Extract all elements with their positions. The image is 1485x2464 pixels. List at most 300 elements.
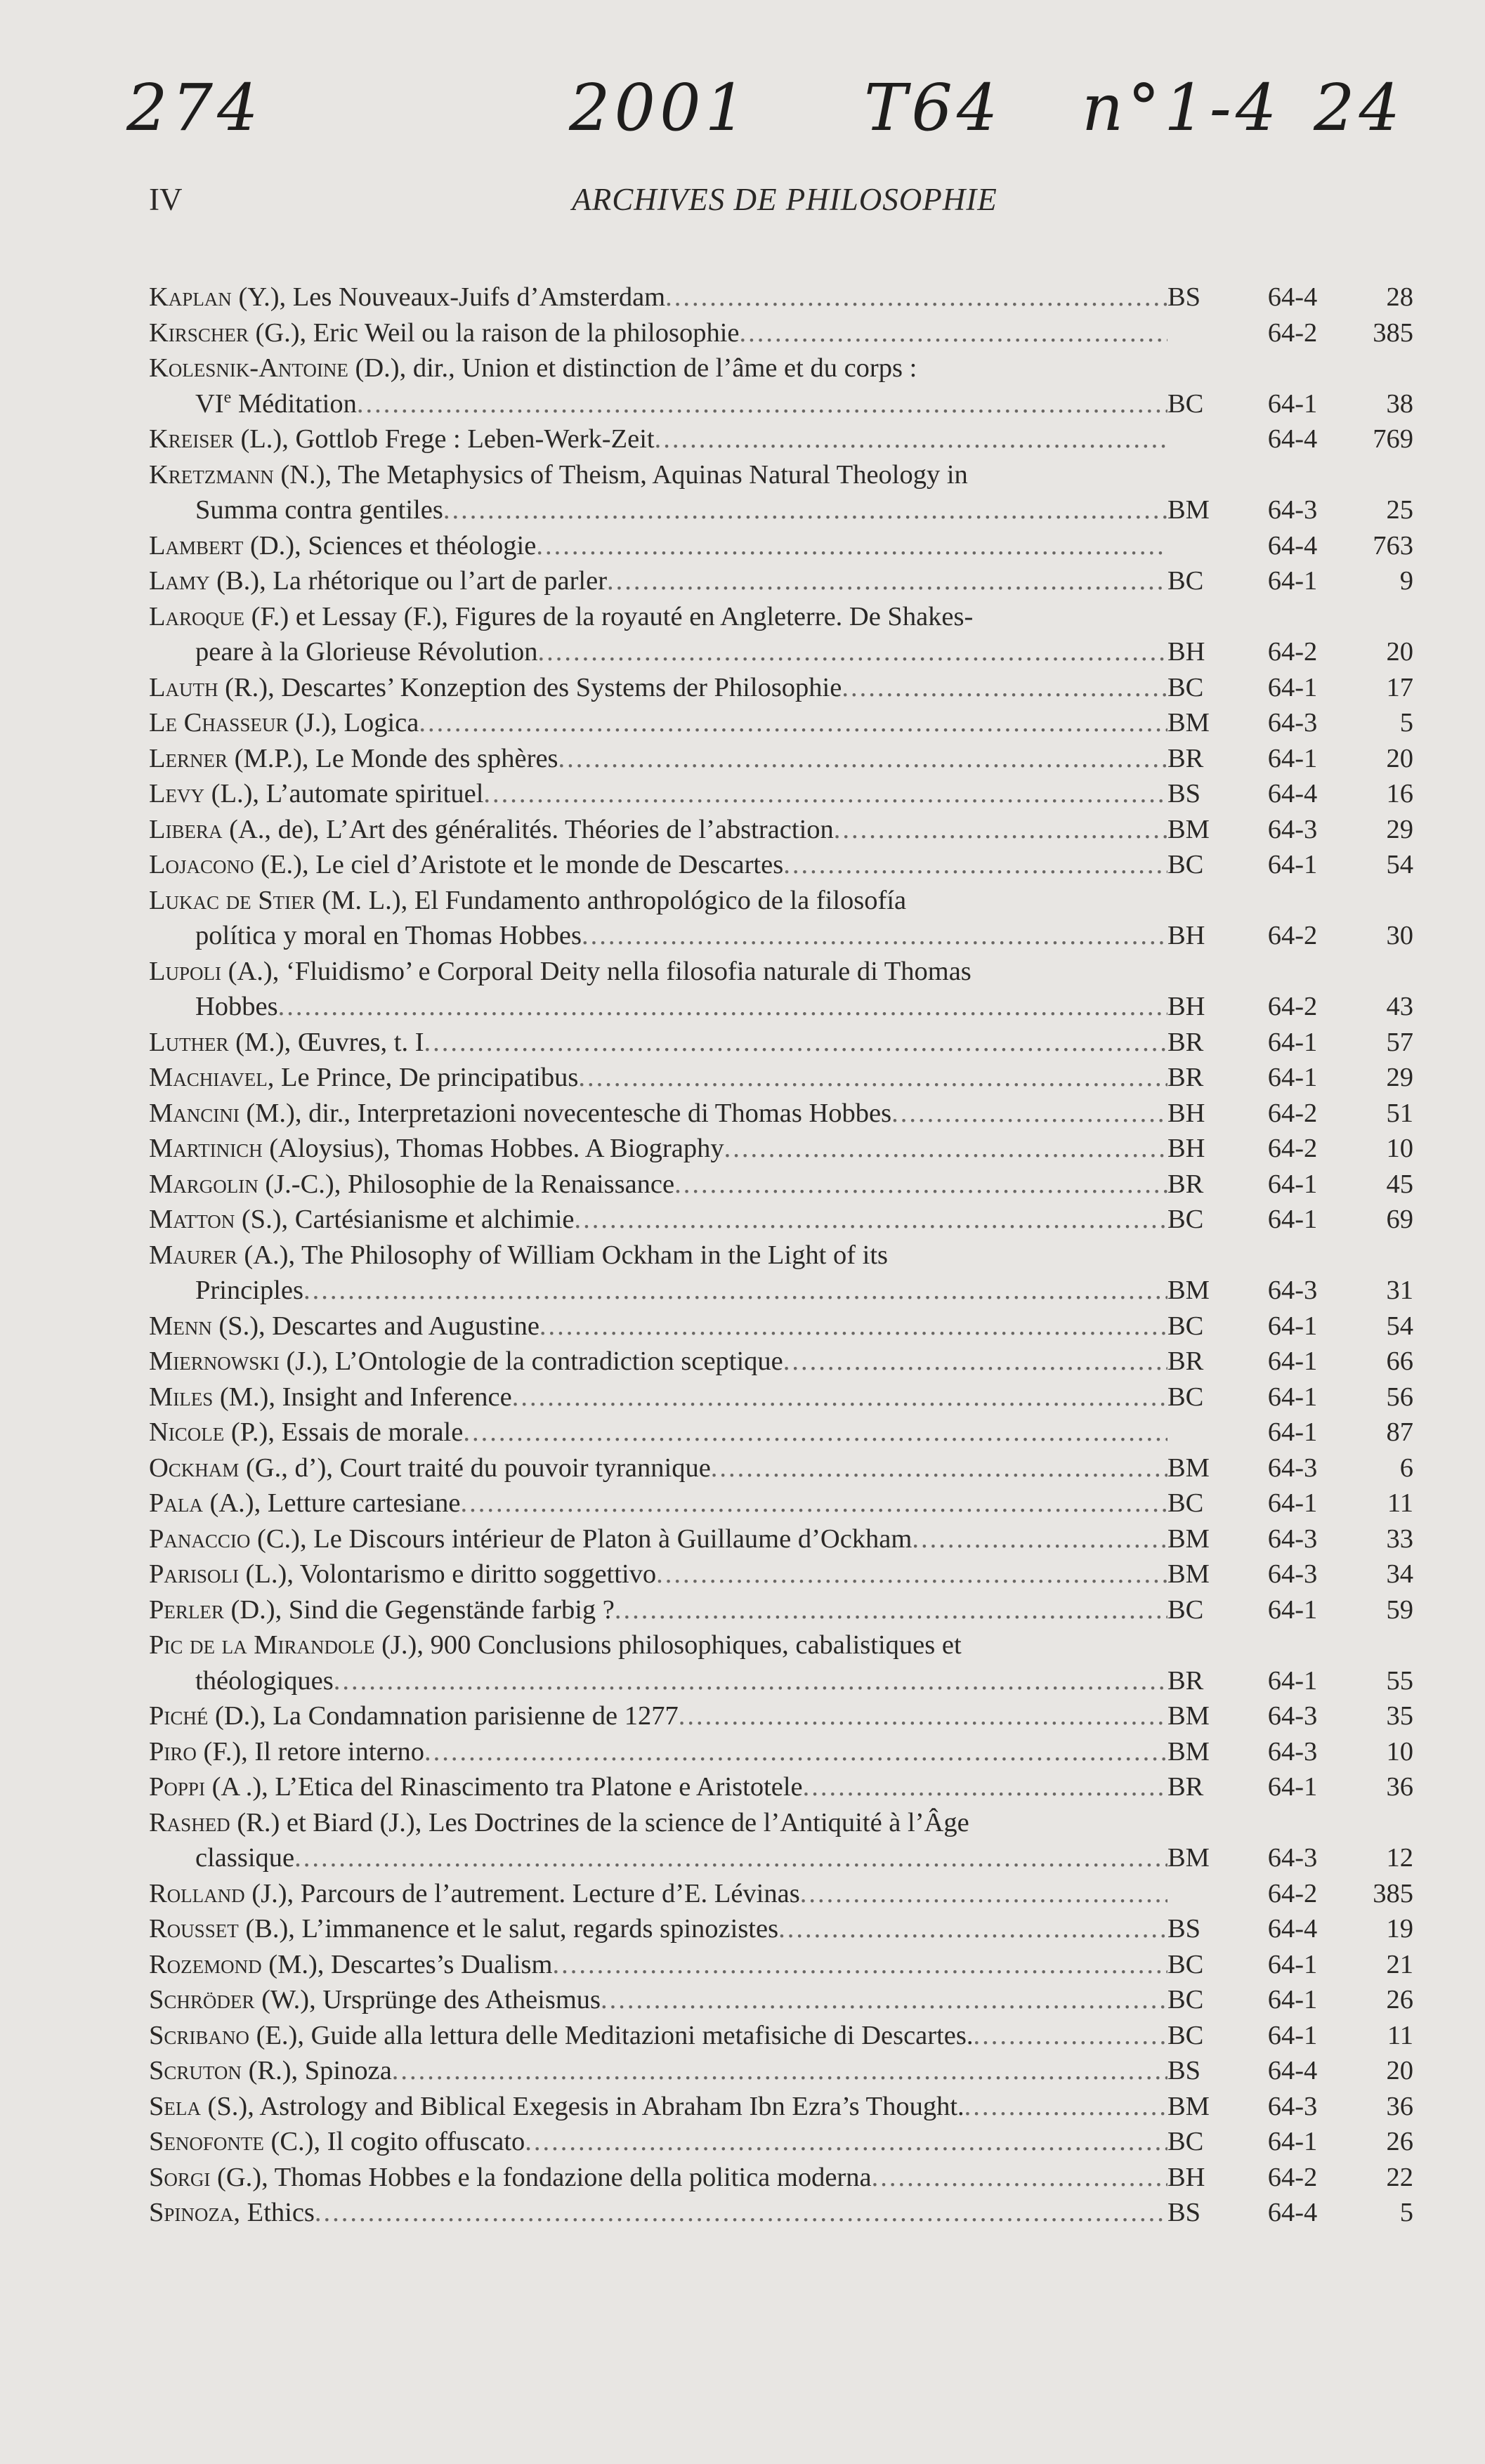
author-name: Senofonte xyxy=(149,2127,264,2156)
handwritten-mark: 274 xyxy=(126,70,263,145)
author-name: Scruton xyxy=(149,2056,242,2085)
author-index-list xyxy=(149,280,1420,2231)
issue-number: 64-2 xyxy=(1267,637,1318,667)
author-name: Scribano xyxy=(149,2020,249,2050)
author-name: Miernowski xyxy=(149,1346,280,1376)
page-number: 5 xyxy=(1399,2198,1413,2227)
review-section-code: BH xyxy=(1167,1134,1205,1163)
entry-title-text: (G.), Eric Weil ou la raison de la philosophie xyxy=(248,317,740,348)
dot-leader xyxy=(574,1202,1167,1238)
author-name: Rozemond xyxy=(149,1949,262,1979)
entry-title-text: (G., d’), Court traité du pouvoir tyrannique xyxy=(239,1453,711,1483)
index-entry xyxy=(149,1982,1420,2018)
issue-number: 64-1 xyxy=(1267,1594,1318,1625)
handwritten-mark: 2001 xyxy=(569,70,751,145)
issue-number: 64-3 xyxy=(1267,814,1318,844)
entry-title-text: (S.), Astrology and Biblical Exegesis in Abraham Ibn Ezra’s Thought. xyxy=(200,2091,964,2121)
review-section-code: BM xyxy=(1167,1701,1210,1731)
page-number: 20 xyxy=(1386,637,1413,667)
review-section-code: BC xyxy=(1167,1205,1204,1234)
entry-title-text: Summa contra gentiles xyxy=(195,495,443,525)
review-section-code: BC xyxy=(1167,1311,1204,1341)
author-name: Libera xyxy=(149,814,223,844)
entry-title-text: Méditation xyxy=(231,388,357,419)
entry-title-text: Hobbes xyxy=(195,992,278,1021)
review-section-code: BH xyxy=(1167,921,1205,950)
dot-leader xyxy=(739,315,1167,351)
dot-leader xyxy=(679,1698,1167,1734)
entry-title-text: (D.), dir., Union et distinction de l’âme et du corps : xyxy=(348,353,917,383)
page-number: 16 xyxy=(1386,779,1413,808)
entry-title-text: (Y.), Les Nouveaux-Juifs d’Amsterdam xyxy=(231,282,666,312)
index-entry xyxy=(149,1167,1420,1202)
page-number: 22 xyxy=(1386,2162,1413,2192)
issue-number: 64-1 xyxy=(1267,1205,1318,1234)
author-name: Schröder xyxy=(149,1985,255,2014)
page-number: 56 xyxy=(1386,1382,1413,1412)
issue-number: 64-1 xyxy=(1267,850,1318,879)
index-entry xyxy=(149,1202,1420,1238)
dot-leader xyxy=(834,812,1167,848)
index-entry xyxy=(149,2053,1420,2089)
dot-leader xyxy=(674,1167,1167,1202)
index-entry xyxy=(149,2160,1420,2196)
entry-title-text: (F.) et Lessay (F.), Figures de la royauté en Angleterre. De Shakes- xyxy=(244,601,974,631)
author-name: Kretzmann xyxy=(149,459,274,490)
dot-leader xyxy=(539,1309,1167,1344)
issue-number: 64-3 xyxy=(1267,1276,1318,1305)
dot-leader xyxy=(615,1592,1167,1628)
handwritten-catalogue-note xyxy=(119,70,1426,176)
review-section-code: BR xyxy=(1167,1063,1204,1092)
dot-leader xyxy=(578,1060,1167,1096)
dot-leader xyxy=(558,741,1167,777)
index-entry xyxy=(149,1415,1420,1450)
issue-number: 64-4 xyxy=(1267,424,1318,454)
index-entry xyxy=(149,1734,1420,1770)
index-entry xyxy=(149,563,1420,599)
issue-number: 64-1 xyxy=(1267,1417,1318,1447)
entry-title-text: (M.), Insight and Inference xyxy=(213,1382,512,1412)
index-entry xyxy=(149,954,1420,1025)
dot-leader xyxy=(303,1273,1167,1309)
review-section-code: BR xyxy=(1167,1169,1204,1199)
entry-title-text: (S.), Cartésianisme et alchimie xyxy=(235,1205,575,1234)
index-entry xyxy=(149,776,1420,812)
issue-number: 64-4 xyxy=(1267,282,1318,312)
index-entry xyxy=(149,883,1420,954)
review-section-code: BM xyxy=(1167,814,1210,844)
review-section-code: BC xyxy=(1167,2020,1204,2050)
page-number: 17 xyxy=(1386,672,1413,702)
issue-number: 64-3 xyxy=(1267,495,1318,525)
index-entry xyxy=(149,1238,1420,1309)
issue-number: 64-3 xyxy=(1267,1523,1318,1554)
index-entry xyxy=(149,812,1420,848)
dot-leader xyxy=(783,847,1167,883)
issue-number: 64-1 xyxy=(1267,1985,1318,2014)
page-number: 54 xyxy=(1386,1311,1413,1341)
index-entry xyxy=(149,670,1420,706)
author-name: Mancini xyxy=(149,1098,240,1128)
review-section-code: BH xyxy=(1167,1098,1205,1128)
issue-number: 64-3 xyxy=(1267,1736,1318,1767)
page-number: 12 xyxy=(1386,1843,1413,1873)
dot-leader xyxy=(424,1025,1167,1061)
review-section-code: BS xyxy=(1167,2198,1201,2227)
entry-title-text: (A.), Letture cartesiane xyxy=(202,1488,461,1518)
author-name: Piro xyxy=(149,1736,197,1767)
page-number: 25 xyxy=(1386,495,1413,525)
index-entry xyxy=(149,457,1420,528)
author-name: Perler xyxy=(149,1594,224,1625)
entry-title-text: (R.), Descartes’ Konzeption des Systems der Philosophie xyxy=(218,672,842,702)
review-section-code: BM xyxy=(1167,1736,1210,1767)
entry-title-text: VI xyxy=(195,388,224,419)
entry-title-text: théologiques xyxy=(195,1665,334,1696)
running-head xyxy=(149,181,1420,223)
entry-title-text: (J.), Parcours de l’autrement. Lecture d’E. Lévinas xyxy=(244,1878,800,1908)
author-name: Maurer xyxy=(149,1240,237,1270)
dot-leader xyxy=(278,989,1167,1025)
author-name: Rashed xyxy=(149,1807,230,1837)
entry-title-text: (L.), Gottlob Frege : Leben-Werk-Zeit xyxy=(233,424,655,454)
entry-title-text: , Le Prince, De principatibus xyxy=(267,1063,579,1092)
page-number: 11 xyxy=(1387,2020,1413,2050)
review-section-code: BS xyxy=(1167,1914,1201,1944)
dot-leader xyxy=(357,386,1167,422)
author-name: Kreiser xyxy=(149,424,234,454)
author-name: Matton xyxy=(149,1205,235,1234)
page-number: 11 xyxy=(1387,1488,1413,1518)
dot-leader xyxy=(724,1131,1167,1167)
author-name: Lauth xyxy=(149,672,218,702)
issue-number: 64-1 xyxy=(1267,2127,1318,2156)
author-name: Luther xyxy=(149,1027,229,1057)
author-name: Poppi xyxy=(149,1772,205,1802)
entry-title-text: (C.), Il cogito offuscato xyxy=(263,2127,525,2156)
author-name: Panaccio xyxy=(149,1523,251,1554)
index-entry xyxy=(149,741,1420,777)
page-number: 19 xyxy=(1386,1914,1413,1944)
review-section-code: BC xyxy=(1167,1488,1204,1518)
review-section-code: BS xyxy=(1167,779,1201,808)
index-entry xyxy=(149,2195,1420,2231)
issue-number: 64-3 xyxy=(1267,2091,1318,2121)
entry-title-text: , Ethics xyxy=(233,2198,315,2227)
index-entry xyxy=(149,1911,1420,1947)
page-number: 29 xyxy=(1386,1063,1413,1092)
index-entry xyxy=(149,1521,1420,1557)
entry-title-text: (J.), Logica xyxy=(288,708,419,738)
index-entry xyxy=(149,350,1420,421)
dot-leader xyxy=(294,1840,1167,1876)
issue-number: 64-1 xyxy=(1267,672,1318,702)
dot-leader xyxy=(872,2160,1167,2196)
page-number: 57 xyxy=(1386,1027,1413,1057)
page-number: 34 xyxy=(1386,1559,1413,1589)
issue-number: 64-3 xyxy=(1267,1559,1318,1589)
dot-leader xyxy=(419,705,1167,741)
author-name: Menn xyxy=(149,1311,212,1341)
entry-title-text: (B.), La rhétorique ou l’art de parler xyxy=(209,566,608,596)
author-name: Sela xyxy=(149,2091,201,2121)
page-folio: IV xyxy=(149,182,183,217)
issue-number: 64-1 xyxy=(1267,1488,1318,1518)
index-entry xyxy=(149,2089,1420,2125)
page-number: 21 xyxy=(1386,1949,1413,1979)
review-section-code: BC xyxy=(1167,566,1204,596)
index-entry xyxy=(149,1769,1420,1805)
entry-title-text: (J.), L’Ontologie de la contradiction sceptique xyxy=(279,1346,783,1376)
author-name: Kolesnik-Antoine xyxy=(149,353,348,383)
author-name: Kaplan xyxy=(149,282,232,312)
page-number: 5 xyxy=(1399,708,1413,738)
index-entry xyxy=(149,1698,1420,1734)
page-number: 59 xyxy=(1386,1594,1413,1625)
review-section-code: BM xyxy=(1167,1843,1210,1873)
review-section-code: BH xyxy=(1167,992,1205,1021)
issue-number: 64-1 xyxy=(1267,1949,1318,1979)
issue-number: 64-4 xyxy=(1267,1914,1318,1944)
issue-number: 64-3 xyxy=(1267,1453,1318,1483)
dot-leader xyxy=(964,2089,1167,2125)
dot-leader xyxy=(463,1415,1167,1450)
review-section-code: BM xyxy=(1167,495,1210,525)
page-number: 38 xyxy=(1386,388,1413,419)
review-section-code: BC xyxy=(1167,2127,1204,2156)
author-name: Pic de la Mirandole xyxy=(149,1630,375,1660)
entry-title-text: (P.), Essais de morale xyxy=(224,1417,464,1447)
index-entry xyxy=(149,1131,1420,1167)
entry-title-text: (M. L.), El Fundamento anthropológico de la filosofía xyxy=(315,885,907,915)
review-section-code: BC xyxy=(1167,1949,1204,1979)
page-number: 31 xyxy=(1386,1276,1413,1305)
author-name: Lukac de Stier xyxy=(149,885,315,915)
issue-number: 64-1 xyxy=(1267,1311,1318,1341)
issue-number: 64-2 xyxy=(1267,317,1318,348)
issue-number: 64-1 xyxy=(1267,1346,1318,1376)
issue-number: 64-1 xyxy=(1267,1169,1318,1199)
author-name: Pala xyxy=(149,1488,203,1518)
issue-number: 64-3 xyxy=(1267,708,1318,738)
issue-number: 64-1 xyxy=(1267,743,1318,773)
entry-title-text: política y moral en Thomas Hobbes xyxy=(195,921,582,950)
review-section-code: BC xyxy=(1167,1985,1204,2014)
page-number: 36 xyxy=(1386,1772,1413,1802)
entry-title-text: peare à la Glorieuse Révolution xyxy=(195,637,538,667)
index-entry xyxy=(149,1557,1420,1592)
handwritten-mark: 24 xyxy=(1314,70,1405,145)
author-name: Lerner xyxy=(149,743,228,773)
entry-title-text: (G.), Thomas Hobbes e la fondazione della politica moderna xyxy=(210,2162,872,2192)
author-name: Parisoli xyxy=(149,1559,239,1589)
entry-title-text: (B.), L’immanence et le salut, regards spinozistes xyxy=(238,1914,779,1944)
issue-number: 64-3 xyxy=(1267,1843,1318,1873)
issue-number: 64-1 xyxy=(1267,1063,1318,1092)
entry-title-text: (M.), Œuvres, t. I xyxy=(228,1027,424,1057)
author-name: Lojacono xyxy=(149,850,254,879)
entry-title-text: (A .), L’Etica del Rinascimento tra Platone e Aristotele xyxy=(204,1772,803,1802)
review-section-code: BR xyxy=(1167,1772,1204,1802)
index-entry xyxy=(149,2018,1420,2054)
review-section-code: BR xyxy=(1167,743,1204,773)
page-number: 20 xyxy=(1386,743,1413,773)
dot-leader xyxy=(607,563,1167,599)
index-entry xyxy=(149,1025,1420,1061)
entry-title-text: (D.), Sciences et théologie xyxy=(243,530,537,561)
dot-leader xyxy=(842,670,1167,706)
index-entry xyxy=(149,2124,1420,2160)
review-section-code: BC xyxy=(1167,388,1204,419)
dot-leader xyxy=(334,1663,1167,1699)
page-number: 33 xyxy=(1386,1523,1413,1554)
handwritten-mark: T64 xyxy=(864,70,1002,145)
index-entry xyxy=(149,1627,1420,1698)
page-number: 769 xyxy=(1373,424,1413,454)
index-entry xyxy=(149,280,1420,315)
dot-leader xyxy=(601,1982,1167,2018)
entry-title-text: (A.), ‘Fluidismo’ e Corporal Deity nella filosofia naturale di Thomas xyxy=(221,956,972,986)
dot-leader xyxy=(582,918,1167,954)
entry-title-text: classique xyxy=(195,1843,295,1873)
author-name: Levy xyxy=(149,779,205,808)
author-name: Lamy xyxy=(149,566,210,596)
author-name: Martinich xyxy=(149,1134,263,1163)
issue-number: 64-4 xyxy=(1267,530,1318,561)
index-entry xyxy=(149,1450,1420,1486)
review-section-code: BS xyxy=(1167,282,1201,312)
review-section-code: BM xyxy=(1167,708,1210,738)
page-number: 66 xyxy=(1386,1346,1413,1376)
page-number: 763 xyxy=(1373,530,1413,561)
page-number: 28 xyxy=(1386,282,1413,312)
index-entry xyxy=(149,1060,1420,1096)
entry-title-text: (L.), L’automate spirituel xyxy=(204,779,484,808)
author-name: Lupoli xyxy=(149,956,222,986)
issue-number: 64-4 xyxy=(1267,779,1318,808)
page-number: 10 xyxy=(1386,1736,1413,1767)
review-section-code: BM xyxy=(1167,1276,1210,1305)
page-number: 20 xyxy=(1386,2056,1413,2085)
review-section-code: BR xyxy=(1167,1346,1204,1376)
review-section-code: BC xyxy=(1167,672,1204,702)
index-entry xyxy=(149,1309,1420,1344)
dot-leader xyxy=(536,528,1167,564)
review-section-code: BC xyxy=(1167,1382,1204,1412)
index-entry xyxy=(149,1096,1420,1132)
author-name: Rousset xyxy=(149,1914,239,1944)
dot-leader xyxy=(656,1557,1167,1592)
index-entry xyxy=(149,421,1420,457)
entry-title-text: (W.), Ursprünge des Atheismus xyxy=(254,1985,601,2014)
issue-number: 64-2 xyxy=(1267,1098,1318,1128)
dot-leader xyxy=(483,776,1167,812)
review-section-code: BH xyxy=(1167,637,1205,667)
author-name: Le Chasseur xyxy=(149,708,289,738)
author-name: Miles xyxy=(149,1382,214,1412)
entry-title-text: (M.P.), Le Monde des sphères xyxy=(228,743,558,773)
dot-leader xyxy=(315,2195,1167,2231)
issue-number: 64-1 xyxy=(1267,566,1318,596)
page-number: 51 xyxy=(1386,1098,1413,1128)
review-section-code: BS xyxy=(1167,2056,1201,2085)
index-entry xyxy=(149,1947,1420,1983)
author-name: Laroque xyxy=(149,601,245,631)
index-entry xyxy=(149,1344,1420,1380)
entry-title-text: (R.) et Biard (J.), Les Doctrines de la science de l’Antiquité à l’Âge xyxy=(230,1807,969,1837)
entry-title-text: (J.-C.), Philosophie de la Renaissance xyxy=(258,1169,675,1199)
page-number: 45 xyxy=(1386,1169,1413,1199)
entry-title-text: (A.), The Philosophy of William Ockham in the Light of its xyxy=(237,1240,889,1270)
index-entry xyxy=(149,1380,1420,1415)
entry-title-text: (E.), Guide alla lettura delle Meditazioni metafisiche di Descartes. xyxy=(249,2020,974,2050)
issue-number: 64-1 xyxy=(1267,388,1318,419)
index-entry xyxy=(149,315,1420,351)
author-name: Spinoza xyxy=(149,2198,234,2227)
entry-title-text: (M.), Descartes’s Dualism xyxy=(261,1949,553,1979)
page-number: 385 xyxy=(1373,317,1413,348)
entry-title-text: Principles xyxy=(195,1276,303,1305)
issue-number: 64-1 xyxy=(1267,1772,1318,1802)
page-number: 36 xyxy=(1386,2091,1413,2121)
page-number: 30 xyxy=(1386,921,1413,950)
entry-title-text: (S.), Descartes and Augustine xyxy=(211,1311,539,1341)
superscript: e xyxy=(223,388,232,407)
index-entry xyxy=(149,599,1420,670)
review-section-code: BM xyxy=(1167,1559,1210,1589)
index-entry xyxy=(149,705,1420,741)
review-section-code: BR xyxy=(1167,1665,1204,1696)
issue-number: 64-2 xyxy=(1267,992,1318,1021)
entry-title-text: (F.), Il retore interno xyxy=(196,1736,424,1767)
page-number: 385 xyxy=(1373,1878,1413,1908)
dot-leader xyxy=(392,2053,1167,2089)
dot-leader xyxy=(525,2124,1167,2160)
dot-leader xyxy=(973,2018,1167,2054)
author-name: Machiavel xyxy=(149,1063,268,1092)
dot-leader xyxy=(803,1769,1167,1805)
entry-title-text: (L.), Volontarismo e diritto soggettivo xyxy=(238,1559,657,1589)
issue-number: 64-1 xyxy=(1267,2020,1318,2050)
review-section-code: BM xyxy=(1167,1523,1210,1554)
journal-title: ARCHIVES DE PHILOSOPHIE xyxy=(572,182,997,217)
page-number: 26 xyxy=(1386,1985,1413,2014)
author-name: Nicole xyxy=(149,1417,225,1447)
dot-leader xyxy=(665,280,1167,315)
index-entry xyxy=(149,1592,1420,1628)
index-entry xyxy=(149,1486,1420,1521)
issue-number: 64-2 xyxy=(1267,921,1318,950)
entry-title-text: (C.), Le Discours intérieur de Platon à Guillaume d’Ockham xyxy=(250,1523,912,1554)
page-number: 87 xyxy=(1386,1417,1413,1447)
page-number: 29 xyxy=(1386,814,1413,844)
entry-title-text: (Aloysius), Thomas Hobbes. A Biography xyxy=(262,1134,724,1163)
issue-number: 64-4 xyxy=(1267,2056,1318,2085)
author-name: Piché xyxy=(149,1701,209,1731)
page-number: 10 xyxy=(1386,1134,1413,1163)
dot-leader xyxy=(891,1096,1167,1132)
issue-number: 64-1 xyxy=(1267,1027,1318,1057)
review-section-code: BM xyxy=(1167,2091,1210,2121)
entry-title-text: (D.), La Condamnation parisienne de 1277 xyxy=(208,1701,679,1731)
page-number: 9 xyxy=(1399,566,1413,596)
entry-title-text: (D.), Sind die Gegenstände farbig ? xyxy=(223,1594,615,1625)
issue-number: 64-2 xyxy=(1267,1878,1318,1908)
dot-leader xyxy=(461,1486,1167,1521)
dot-leader xyxy=(424,1734,1167,1770)
page-number: 35 xyxy=(1386,1701,1413,1731)
